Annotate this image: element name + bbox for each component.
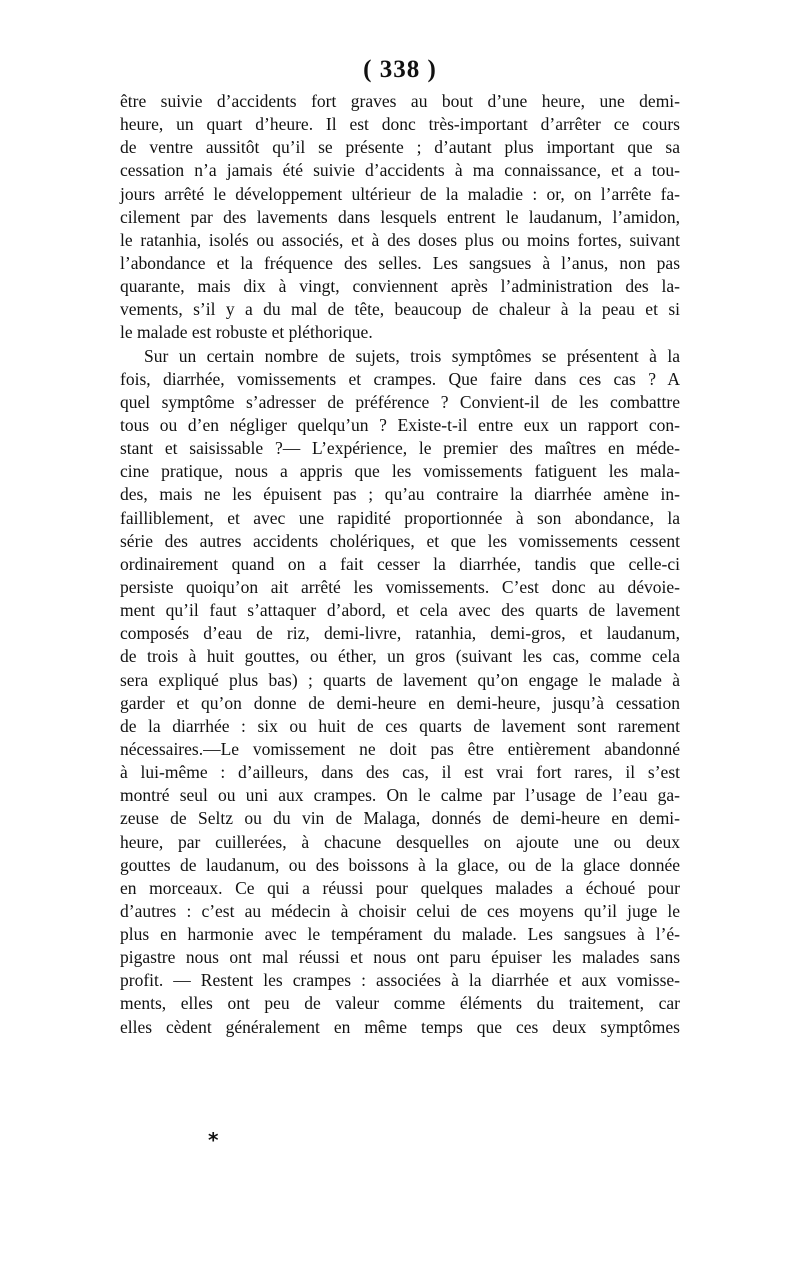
text-line: cilement par des lavements dans lesquels entrent le laudanum, l’amidon, <box>120 206 680 227</box>
signature-mark: * <box>208 1128 219 1152</box>
text-line: le ratanhia, isolés ou associés, et à des doses plus ou moins fortes, suivant <box>120 229 680 250</box>
text-line: elles cèdent généralement en même temps que ces deux symptômes <box>120 1016 680 1037</box>
text-line: tous ou d’en négliger quelqu’un ? Existe-t-il entre eux un rapport con- <box>120 414 680 435</box>
text-line: profit. — Restent les crampes : associées à la diarrhée et aux vomisse- <box>120 970 680 991</box>
text-line: persiste quoiqu’on ait arrêté les vomissements. C’est donc au dévoie- <box>120 576 680 597</box>
text-line: le malade est robuste et pléthorique. <box>120 322 373 343</box>
body-text <box>120 90 680 1039</box>
text-line: de trois à huit gouttes, ou éther, un gros (suivant les cas, comme cela <box>120 646 680 667</box>
text-line: gouttes de laudanum, ou des boissons à la glace, ou de la glace donnée <box>120 854 680 875</box>
text-line: cine pratique, nous a appris que les vomissements fatiguent les mala- <box>120 461 680 482</box>
text-line: vements, s’il y a du mal de tête, beaucoup de chaleur à la peau et si <box>120 299 680 320</box>
text-line: pigastre nous ont mal réussi et nous ont paru épuiser les malades sans <box>120 947 680 968</box>
text-line: sera expliqué plus bas) ; quarts de lavement qu’on engage le malade à <box>120 669 680 690</box>
text-line: de ventre aussitôt qu’il se présente ; d’autant plus important que sa <box>120 137 680 158</box>
text-line: cessation n’a jamais été suivie d’accidents à ma connaissance, et a tou- <box>120 160 680 181</box>
text-line: ment qu’il faut s’attaquer d’abord, et cela avec des quarts de lavement <box>120 600 680 621</box>
text-line: des, mais ne les épuisent pas ; qu’au contraire la diarrhée amène in- <box>120 484 680 505</box>
text-line: Sur un certain nombre de sujets, trois symptômes se présentent à la <box>144 345 680 366</box>
text-line: heure, par cuillerées, à chacune desquelles on ajoute une ou deux <box>120 831 680 852</box>
page-number: ( 338 ) <box>363 56 437 83</box>
text-line: ordinairement quand on a fait cesser la diarrhée, tandis que celle-ci <box>120 553 680 574</box>
text-line: de la diarrhée : six ou huit de ces quarts de lavement sont rarement <box>120 715 680 736</box>
text-line: fois, diarrhée, vomissements et crampes. Que faire dans ces cas ? A <box>120 368 680 389</box>
text-line: être suivie d’accidents fort graves au bout d’une heure, une demi- <box>120 91 680 111</box>
text-line: quel symptôme s’adresser de préférence ? Convient-il de les combattre <box>120 391 680 412</box>
text-line: ments, elles ont peu de valeur comme éléments du traitement, car <box>120 993 680 1014</box>
text-line: garder et qu’on donne de demi-heure en demi-heure, jusqu’à cessation <box>120 692 680 713</box>
text-line: en morceaux. Ce qui a réussi pour quelques malades a échoué pour <box>120 877 680 898</box>
text-line: heure, un quart d’heure. Il est donc très-important d’arrêter ce cours <box>120 114 680 135</box>
text-line: série des autres accidents cholériques, et que les vomissements cessent <box>120 530 680 551</box>
text-line: failliblement, et avec une rapidité proportionnée à son abondance, la <box>120 507 680 528</box>
text-line: zeuse de Seltz ou du vin de Malaga, donnés de demi-heure en demi- <box>120 808 680 829</box>
text-line: l’abondance et la fréquence des selles. Les sangsues à l’anus, non pas <box>120 252 680 273</box>
text-line: jours arrêté le développement ultérieur de la maladie : or, on l’arrête fa- <box>120 183 680 204</box>
text-line: montré seul ou uni aux crampes. On le calme par l’usage de l’eau ga- <box>120 785 680 806</box>
text-line: nécessaires.—Le vomissement ne doit pas être entièrement abandonné <box>120 738 680 759</box>
text-line: stant et saisissable ?— L’expérience, le premier des maîtres en méde- <box>120 438 680 459</box>
text-line: d’autres : c’est au médecin à choisir celui de ces moyens qu’il juge le <box>120 900 680 921</box>
text-line: quarante, mais dix à vingt, conviennent après l’administration des la- <box>120 276 680 297</box>
text-line: plus en harmonie avec le tempérament du malade. Les sangsues à l’é- <box>120 924 680 945</box>
text-line: composés d’eau de riz, demi-livre, ratanhia, demi-gros, et laudanum, <box>120 623 680 644</box>
text-line: à lui-même : d’ailleurs, dans des cas, il est vrai fort rares, il s’est <box>120 762 680 783</box>
